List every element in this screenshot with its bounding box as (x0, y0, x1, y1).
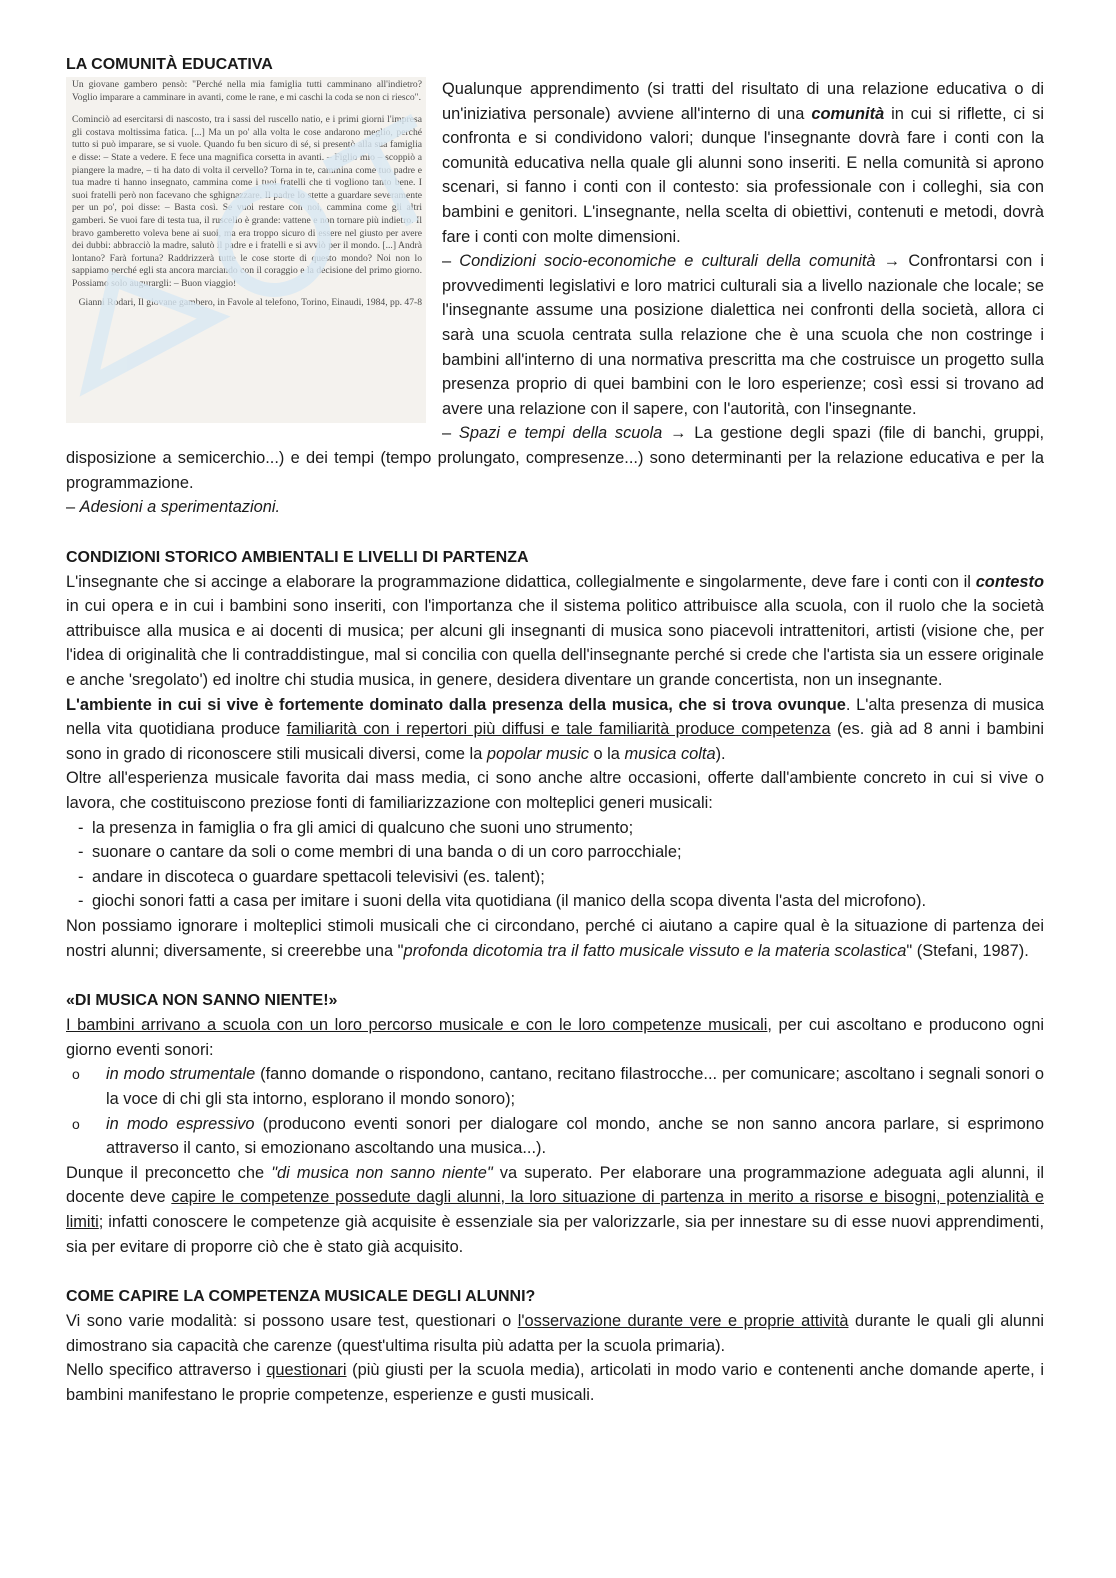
excerpt-paragraph-1: Un giovane gambero pensò: "Perché nella mia famiglia tutti camminano all'indietro? Voglio imparare a camminare in avanti, come le rane, e mi caschi la coda se non ci riesco". (72, 79, 422, 103)
section-title-condizioni: CONDIZIONI STORICO AMBIENTALI E LIVELLI DI PARTENZA (66, 548, 529, 566)
list-item: - la presenza in famiglia o fra gli amici di qualcuno che suoni uno strumento; (78, 818, 634, 837)
modalita-paragraph: Vi sono varie modalità: si possono usare test, questionari o l'osservazione durante vere e proprie attività durante le quali gli alunni dimostrano sia capacità che carenze (quest'ultima risulta più adatta per la scuola primaria). (66, 1312, 1044, 1355)
section-title-comunita: LA COMUNITÀ EDUCATIVA (66, 56, 273, 73)
contesto-paragraph: L'insegnante che si accinge a elaborare la programmazione didattica, collegialmente e singolarmente, deve fare i conti con il contesto in cui opera e in cui i bambini sono inseriti, con l'importanza che il sistema politico attribuisce alla scuola, con il ruolo che la società attribuisce alla musica e ai docenti di musica; per alcuni gli insegnanti di musica sono piacevoli intrattenitori, artisti (visione che, per l'idea di originalità che li contraddistingue, mal si concilia con quella dell'insegnante perché si crede che l'artista sia un essere originale e anche 'sregolato') ed inoltre chi studia musica, in genere, desidera diventare un grande concertista, non un insegnante. (66, 572, 1044, 690)
condizioni-title: Condizioni socio-economiche e culturali della comunità (459, 252, 876, 271)
familiarita-underline: familiarità con i repertori più diffusi e tale familiarità produce competenza (286, 720, 831, 739)
list-item: o in modo espressivo (producono eventi sonori per dialogare col mondo, anche se non sanno ancora parlare, si esprimono attraverso il canto, si emozionano ascoltando una musica...). (66, 1112, 1044, 1161)
excerpt-text (66, 77, 426, 309)
list-item: - giochi sonori fatti a casa per imitare i suoni della vita quotidiana (il manico della scopa diventa l'asta del microfono). (78, 892, 927, 911)
percorso-paragraph: I bambini arrivano a scuola con un loro percorso musicale e con le loro competenze musicali, per cui ascoltano e producono ogni giorno eventi sonori: (66, 1016, 1044, 1059)
adesioni-paragraph: – Adesioni a sperimentazioni. (66, 498, 281, 517)
excerpt-source: Gianni Rodari, Il giovane gambero, in Favole al telefono, Torino, Einaudi, 1984, pp. 47-8 (78, 296, 422, 308)
excerpt-paragraph-2: Cominciò ad esercitarsi di nascosto, tra i sassi del ruscello natio, e i primi giorni l'impresa gli costava moltissima fatica. [...] Ma un po' alla volta le cose andarono meglio, perché tutto si può imparare, se si vuole. Quando fu ben sicuro di sé, si presentò alla sua famiglia e disse: – State a vedere. E fece una magnifica corsetta in avanti. – Figlio mio – scoppiò a piangere la madre, – ti ha dato di volta il cervello? Torna in te, cammina come tuo padre e tua madre ti hanno insegnato, cammina come i tuoi fratelli che ti vogliono tanto bene. I suoi fratelli però non facevano che sghignazzare. Il padre lo stette a guardare severamente per un po', poi disse: – Basta così. Se vuoi restare con noi, cammina come gli altri gamberi. Se vuoi fare di testa tua, il ruscello è grande: vattene e non tornare più indietro. Il bravo gamberetto voleva bene ai suoi, ma era troppo sicuro di essere nel giusto per avere dei dubbi: abbracciò la madre, salutò il padre e i fratelli e si avviò per il mondo. [...] Andrà lontano? Farà fortuna? Raddrizzerà tutte le cose storte di questo mondo? Noi non lo sappiamo perché egli sta ancora marciando con il coraggio e la decisione del primo giorno. Possiamo solo augurargli: – Buon viaggio! (72, 114, 422, 289)
list-item: - andare in discoteca o guardare spettacoli televisivi (es. talent); (78, 867, 545, 886)
comunita-bold: comunità (811, 104, 885, 123)
intro-paragraph: Qualunque apprendimento (si tratti del risultato di una relazione educativa o di un'iniziativa personale) avviene all'interno di una comunità in cui si riflette, ci si confronta e si condividono valori; dunque l'insegnante dovrà fare i conti con la comunità educativa nella quale gli alunni sono inseriti. E nella comunità si aprono scenari, si fanno i conti con il contesto: sia professionale con i colleghi, sia con bambini e genitori. L'insegnante, nella scelta di obiettivi, contenuti e metodi, dovrà fare i conti con molte dimensioni. (442, 80, 1045, 246)
questionari-underline: questionari (266, 1361, 347, 1380)
ambiente-bold: L'ambiente in cui si vive è fortemente dominato dalla presenza della musica, che si trova ovunque (66, 695, 846, 714)
stimoli-paragraph: Non possiamo ignorare i molteplici stimoli musicali che ci circondano, perché ci aiutano a capire qual è la situazione di partenza dei nostri alunni; diversamente, si creerebbe una "profonda dicotomia tra il fatto musicale vissuto e la materia scolastica" (Stefani, 1987). (66, 917, 1044, 960)
circle-bullet-icon: o (72, 1066, 80, 1083)
contesto-bold: contesto (975, 572, 1044, 591)
condizioni-paragraph: – Condizioni socio-economiche e culturali della comunità → Confrontarsi con i provvedimenti legislativi e loro matrici culturali sia a livello nazionale che locale; se l'insegnante assume una posizione dialettica nei confronti della società, allora ci sarà una scuola centrata sulla relazione che è una scuola che non costringe i bambini all'interno di una normativa prescritta ma che costruisce un progetto sulla presenza proprio di quei bambini con le loro esperienze; così essi si trovano ad avere una relazione con il sapere, con l'autorità, con l'insegnante. (442, 252, 1045, 418)
esperienza-paragraph: Oltre all'esperienza musicale favorita dai mass media, ci sono anche altre occasioni, offerte dall'ambiente concreto in cui si vive o lavora, che costituiscono preziose fonti di familiarizzazione con molteplici generi musicali: (66, 769, 1044, 813)
arrow-icon: → (875, 252, 909, 271)
list-item: o in modo strumentale (fanno domande o rispondono, cantano, recitano filastrocche... per comunicare; ascoltano i segnali sonori o la voce di chi gli sta intorno, esplorano il mondo sonoro); (66, 1062, 1044, 1111)
competenze-underline: capire le competenze possedute dagli alunni, la loro situazione di partenza in merito a risorse e bisogni, potenzialità e limiti (66, 1188, 1045, 1231)
spazi-paragraph: – Spazi e tempi della scuola → La gestione degli spazi (file di banchi, gruppi, disposizione a semicerchio...) e dei tempi (tempo prolungato, compresenze...) sono determinanti per la relazione educativa e per la programmazione. (66, 424, 1045, 492)
questionari-paragraph: Nello specifico attraverso i questionari (più giusti per la scuola media), articolati in modo vario e contenenti anche domande aperte, i bambini manifestano le proprie competenze, esperienze e gusti musicali. (66, 1361, 1044, 1404)
document-page (66, 52, 1044, 1408)
spazi-title: Spazi e tempi della scuola (458, 424, 663, 443)
percorso-underline: I bambini arrivano a scuola con un loro percorso musicale e con le loro competenze musicali (66, 1016, 768, 1035)
modi-list (66, 1062, 1044, 1160)
circle-bullet-icon: o (72, 1115, 80, 1132)
list-item: - suonare o cantare da soli o come membri di una banda o di un coro parrocchiale; (78, 843, 682, 862)
preconcetto-paragraph: Dunque il preconcetto che "di musica non sanno niente" va superato. Per elaborare una programmazione adeguata agli alunni, il docente deve capire le competenze possedute dagli alunni, la loro situazione di partenza in merito a risorse e bisogni, potenzialità e limiti; infatti conoscere le competenze già acquisite è essenziale sia per valorizzarle, sia per innestare su di esse nuovi apprendimenti, sia per evitare di proporre ciò che è stato già acquisito. (66, 1163, 1045, 1256)
rodari-excerpt-image (66, 77, 426, 423)
section-title-come-capire: COME CAPIRE LA COMPETENZA MUSICALE DEGLI ALUNNI? (66, 1288, 536, 1306)
osservazione-underline: l'osservazione durante vere e proprie attività (517, 1312, 849, 1331)
ambiente-paragraph: L'ambiente in cui si vive è fortemente dominato dalla presenza della musica, che si trova ovunque. L'alta presenza di musica nella vita quotidiana produce familiarità con i repertori più diffusi e tale familiarità produce competenza (es. già ad 8 anni i bambini sono in grado di riconoscere stili musicali diversi, come la popolar music o la musica colta). (66, 695, 1044, 763)
arrow-icon: → (662, 424, 695, 443)
section-title-di-musica: «DI MUSICA NON SANNO NIENTE!» (66, 992, 338, 1010)
occasioni-list (66, 816, 1044, 914)
